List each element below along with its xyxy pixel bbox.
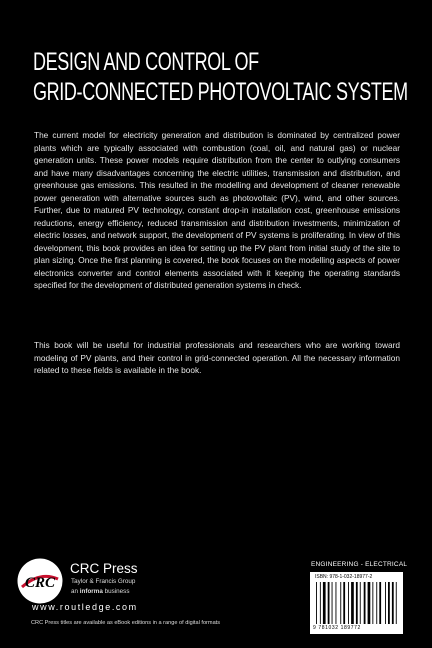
barcode-bar <box>340 582 341 624</box>
barcode-bar <box>376 582 377 624</box>
barcode-bar <box>332 582 333 624</box>
barcode-bar <box>368 582 371 624</box>
title-line-1: DESIGN AND CONTROL OF <box>33 48 259 76</box>
title-line-2: GRID-CONNECTED PHOTOVOLTAIC SYSTEM <box>33 78 408 106</box>
isbn-barcode <box>310 572 403 634</box>
barcode-bar <box>356 582 358 624</box>
crc-press-logo <box>16 557 64 605</box>
book-title <box>33 47 408 107</box>
barcode-bar <box>372 582 373 624</box>
barcode-bar <box>392 582 394 624</box>
informa-brand: informa <box>79 588 103 595</box>
barcode-bar <box>379 582 381 624</box>
description-paragraph-1: The current model for electricity generation and distribution is dominated by centralized power plants which are typically associated with combustion (coal, oil, and natural gas) or nuclear generation units. These power models require distribution from the center to outlying consumers and have many disadvantages concerning the electric utilities, transmission and distribution, and greenhouse gas emissions. This resulted in the modelling and development of cleaner renewable power generation with alternative sources such as photovoltaic (PV), wind, and other sources. Further, due to matured PV technology, constant drop-in installation cost, greenhouse emissions reductions, energy efficiency, reduced transmission and distribution investments, minimization of electric losses, and network support, the development of PV systems is proliferating. In view of this development, this book provides an idea for setting up the PV plant from initial study of the site to plan sizing. Once the first planning is covered, the book focuses on the modelling aspects of power electronics converter and control elements associated with it keeping the operating standards specified for the development of distributed generation systems in check. <box>34 130 400 290</box>
barcode-bar <box>328 582 330 624</box>
barcode-bar <box>316 582 317 624</box>
isbn-label: ISBN: 978-1-032-18977-2 <box>315 574 373 580</box>
barcode-bar <box>364 582 366 624</box>
barcode-number: 9 781032 189772 <box>313 625 361 631</box>
barcode-bar <box>388 582 390 624</box>
subject-category: ENGINEERING - ELECTRICAL <box>311 561 408 568</box>
business-prefix: an <box>71 588 79 595</box>
barcode-bar <box>343 582 345 624</box>
barcode-bar <box>385 582 386 624</box>
barcode-bar <box>348 582 349 624</box>
barcode-bar <box>360 582 361 624</box>
barcode-bar <box>323 582 326 624</box>
barcode-bars <box>316 582 398 624</box>
description-paragraph-2: This book will be useful for industrial professionals and researchers who are working toward modeling of PV plants, and their control in grid-connected operation. All the necessary information related to these fields is available in the book. <box>34 340 400 375</box>
logo-lettering: CRC <box>24 575 56 591</box>
publisher-group: Taylor & Francis Group <box>71 578 136 585</box>
barcode-bar <box>320 582 321 624</box>
publisher-business <box>71 588 129 595</box>
business-suffix: business <box>104 588 130 595</box>
ebook-note: CRC Press titles are available as eBook editions in a range of digital formats <box>31 620 221 626</box>
barcode-bar <box>351 582 354 624</box>
publisher-name: CRC Press <box>70 561 138 576</box>
publisher-url: www.routledge.com <box>32 602 138 612</box>
barcode-bar <box>336 582 337 624</box>
barcode-bar <box>396 582 397 624</box>
